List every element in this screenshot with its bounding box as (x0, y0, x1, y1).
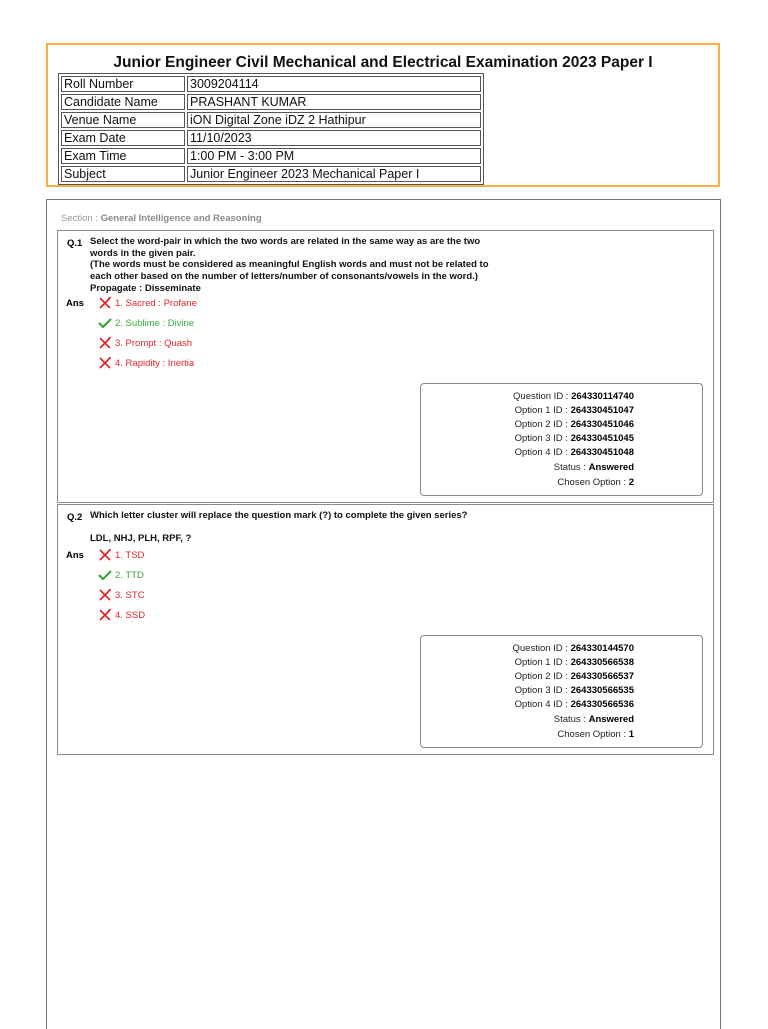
section-prefix: Section : (61, 213, 101, 224)
option-4-id: Option 4 ID : 264330451048 (514, 447, 634, 458)
cross-icon (98, 337, 112, 349)
chosen-option: Chosen Option : 1 (557, 729, 634, 740)
question-line: Select the word-pair in which the two words are related in the same way as are the two (90, 236, 481, 247)
section-name: General Intelligence and Reasoning (100, 213, 262, 224)
option-3-id: Option 3 ID : 264330451045 (514, 433, 634, 444)
exam-date-value: 11/10/2023 (187, 130, 481, 146)
section-heading (61, 213, 262, 224)
option-1-id: Option 1 ID : 264330451047 (514, 405, 634, 416)
option-4-id: Option 4 ID : 264330566536 (514, 699, 634, 710)
table-row (61, 112, 481, 128)
option-1 (98, 549, 144, 561)
option-text: 3. STC (115, 589, 145, 601)
question-meta-box (420, 383, 703, 496)
candidate-name-value: PRASHANT KUMAR (187, 94, 481, 110)
question-number: Q.2 (67, 512, 83, 523)
option-text: 2. TTD (115, 569, 144, 581)
venue-name-label: Venue Name (61, 112, 185, 128)
roll-number-value: 3009204114 (187, 76, 481, 92)
cross-icon (98, 589, 112, 601)
check-icon (98, 569, 112, 581)
question-line: Propagate : Disseminate (90, 282, 201, 294)
question-text (90, 236, 500, 295)
question-id: Question ID : 264330114740 (513, 391, 634, 402)
roll-number-label: Roll Number (61, 76, 185, 92)
subject-value: Junior Engineer 2023 Mechanical Paper I (187, 166, 481, 182)
candidate-name-label: Candidate Name (61, 94, 185, 110)
question-2 (57, 504, 714, 755)
subject-label: Subject (61, 166, 185, 182)
question-line: Which letter cluster will replace the question mark (?) to complete the given series? (90, 510, 468, 521)
option-3 (98, 589, 145, 601)
table-row (61, 130, 481, 146)
ans-label: Ans (66, 298, 84, 309)
question-meta-box (420, 635, 703, 748)
cross-icon (98, 609, 112, 621)
exam-title: Junior Engineer Civil Mechanical and Electrical Examination 2023 Paper I (113, 54, 653, 71)
exam-time-label: Exam Time (61, 148, 185, 164)
option-4 (98, 357, 194, 369)
cross-icon (98, 297, 112, 309)
option-text: 1. TSD (115, 549, 145, 561)
option-text: 4. SSD (115, 609, 146, 621)
status: Status : Answered (553, 714, 634, 725)
question-line: each other based on the number of letters/number of consonants/vowels in the word.) (90, 271, 478, 283)
table-row (61, 148, 481, 164)
venue-name-value: iON Digital Zone iDZ 2 Hathipur (187, 112, 481, 128)
option-text: 4. Rapidity : Inertia (115, 357, 195, 369)
chosen-option: Chosen Option : 2 (557, 477, 634, 488)
option-3 (98, 337, 192, 349)
question-line: words in the given pair. (90, 247, 196, 259)
exam-date-label: Exam Date (61, 130, 185, 146)
exam-time-value: 1:00 PM - 3:00 PM (187, 148, 481, 164)
question-text (90, 510, 590, 544)
option-2-id: Option 2 ID : 264330451046 (514, 419, 634, 430)
status: Status : Answered (553, 462, 634, 473)
check-icon (98, 317, 112, 329)
question-id: Question ID : 264330144570 (512, 643, 634, 654)
candidate-info-table (58, 73, 484, 185)
question-line: LDL, NHJ, PLH, RPF, ? (90, 532, 192, 544)
question-line: (The words must be considered as meaningful English words and must not be related to (90, 259, 489, 271)
option-3-id: Option 3 ID : 264330566535 (514, 685, 634, 696)
question-1 (57, 230, 714, 503)
candidate-header (46, 43, 720, 187)
option-1 (98, 297, 197, 309)
option-2 (98, 569, 144, 581)
table-row (61, 94, 481, 110)
table-row (61, 76, 481, 92)
table-row (61, 166, 481, 182)
cross-icon (98, 357, 112, 369)
option-4 (98, 609, 145, 621)
cross-icon (98, 549, 112, 561)
option-text: 1. Sacred : Profane (115, 297, 197, 309)
option-2-id: Option 2 ID : 264330566537 (514, 671, 634, 682)
option-text: 2. Sublime : Divine (115, 317, 195, 329)
ans-label: Ans (66, 550, 84, 561)
option-1-id: Option 1 ID : 264330566538 (514, 657, 634, 668)
option-2 (98, 317, 194, 329)
question-number: Q.1 (67, 238, 83, 249)
option-text: 3. Prompt : Quash (115, 337, 193, 349)
